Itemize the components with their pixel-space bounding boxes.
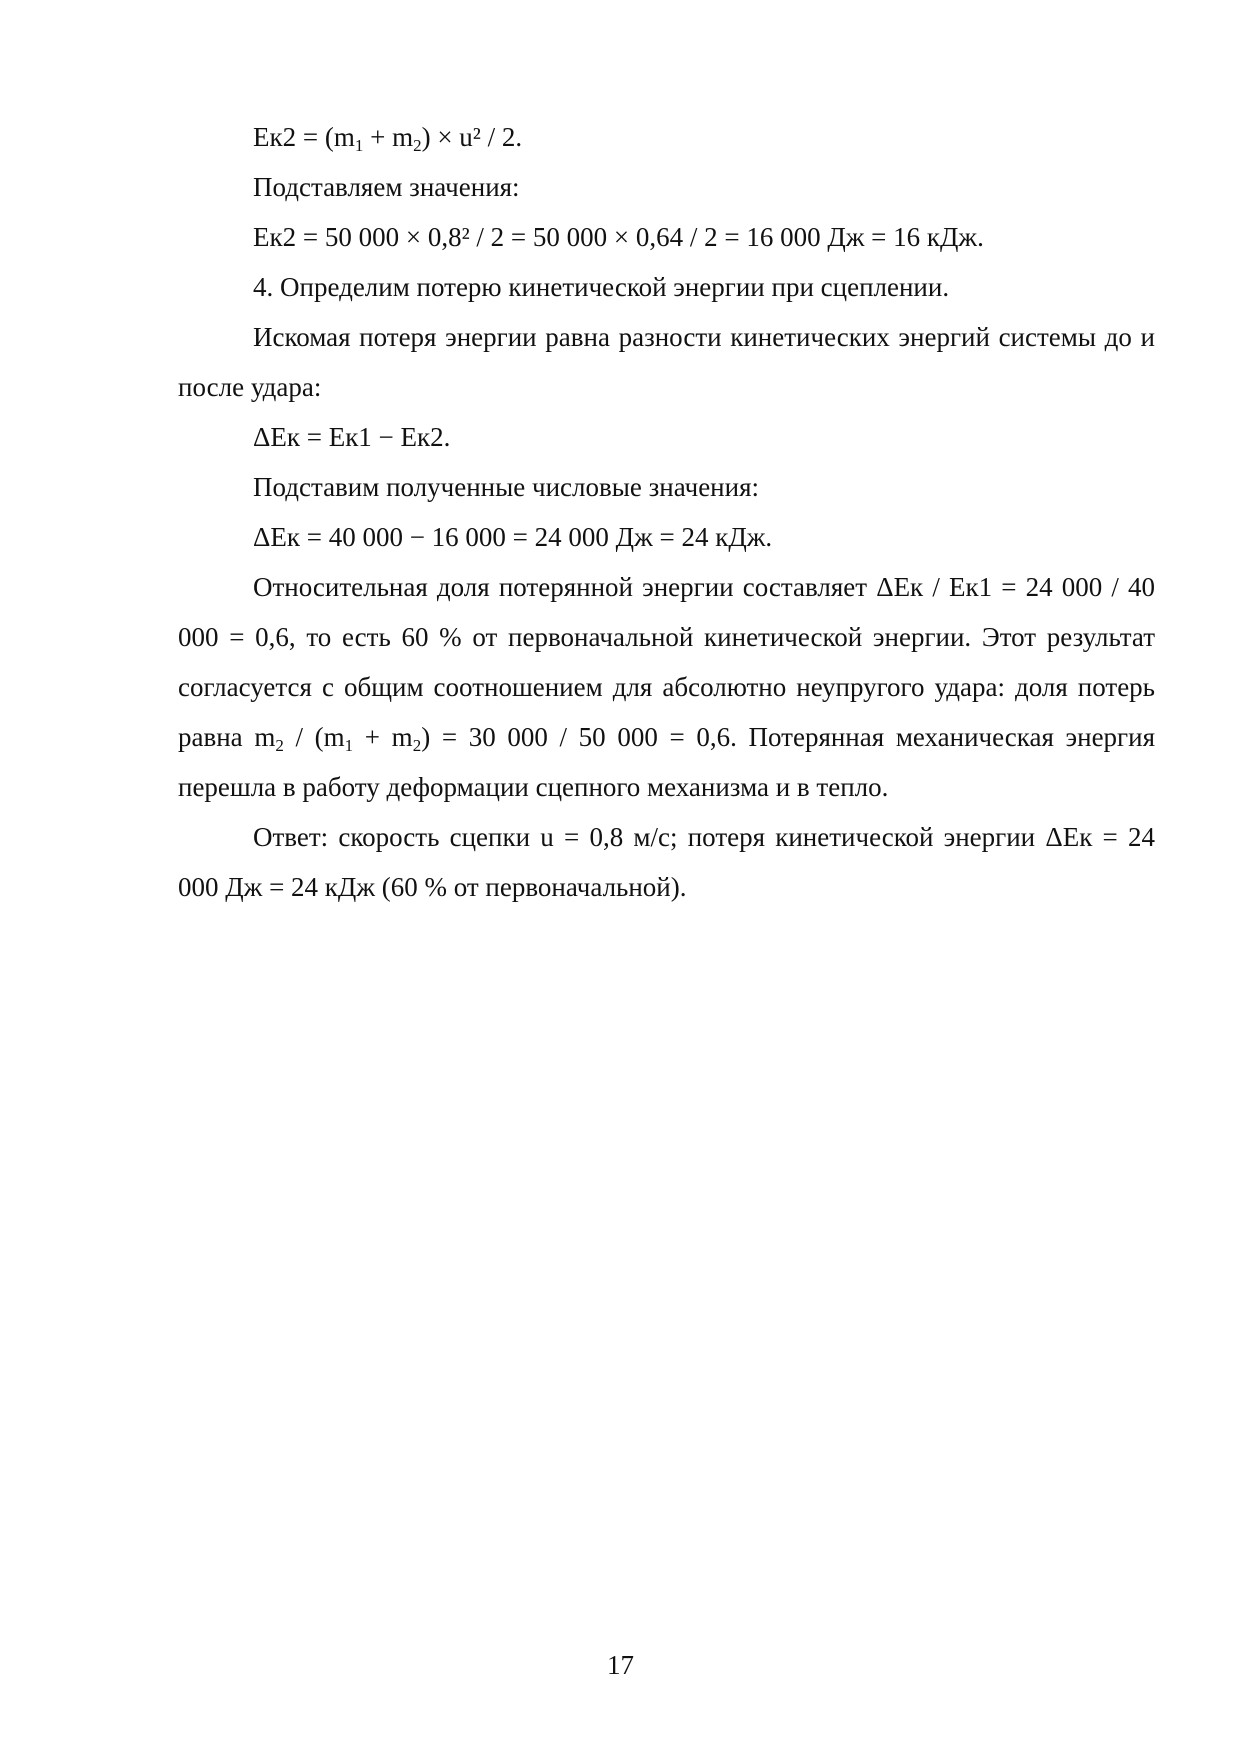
step4-heading: 4. Определим потерю кинетической энергии при сцеплении. <box>253 272 950 302</box>
substitute-label: Подставляем значения: <box>253 172 520 202</box>
formula-delta: ΔEк = Eк1 − Eк2. <box>253 422 451 452</box>
page-body <box>178 112 1155 912</box>
page-number: 17 <box>607 1650 634 1680</box>
substitute-label-2: Подставим полученные числовые значения: <box>253 472 759 502</box>
answer-paragraph: Ответ: скорость сцепки u = 0,8 м/с; потеря кинетической энергии ΔEк = 24 000 Дж = 24 кДж (60 % от первоначальной). <box>178 822 1155 902</box>
formula-delta-values: ΔEк = 40 000 − 16 000 = 24 000 Дж = 24 кДж. <box>253 522 773 552</box>
formula-ek2: $Eк2 = (m_1 + m_2) \times u^2 / 2$. <box>253 122 523 155</box>
ratio-paragraph: Относительная доля потерянной энергии составляет ΔEк / Eк1 = 24 000 / 40 000 = 0,6, то есть 60 % от первоначальной кинетической энергии. Этот результат согласуется с общим соотношением для абсолютно неупругого удара: доля потерь равна $m_2 / (m_1 + m_2) = 30$ 000 / 50 000 = 0,6. Потерянная механическая энергия перешла в работу деформации сцепного механизма и в тепло. <box>178 572 1156 802</box>
loss-explanation: Искомая потеря энергии равна разности кинетических энергий системы до и после удара: <box>178 322 1155 402</box>
formula-ek2-values: Eк2 = 50 000 × 0,8² / 2 = 50 000 × 0,64 / 2 = 16 000 Дж = 16 кДж. <box>253 222 984 252</box>
